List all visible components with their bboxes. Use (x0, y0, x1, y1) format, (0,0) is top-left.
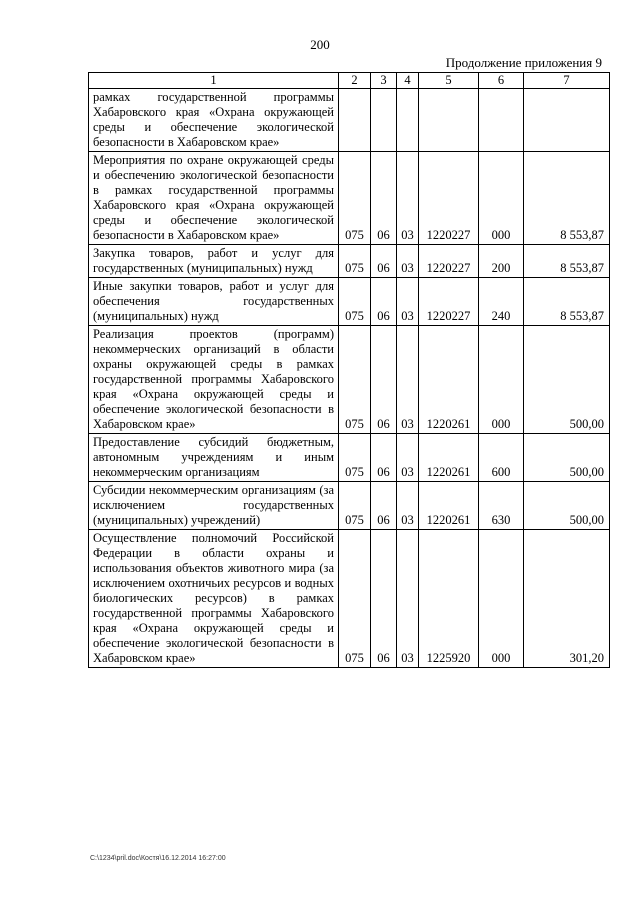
row-section: 06 (371, 278, 397, 326)
continuation-label: Продолжение приложения 9 (445, 55, 602, 70)
header-col-5: 5 (419, 73, 479, 89)
row-ministry: 075 (339, 530, 371, 668)
row-target-article: 1220227 (419, 278, 479, 326)
row-subsection (397, 89, 419, 152)
row-expense-type: 200 (479, 245, 524, 278)
row-target-article: 1220227 (419, 152, 479, 245)
row-ministry (339, 89, 371, 152)
row-amount: 8 553,87 (524, 152, 610, 245)
table-header-row (89, 73, 610, 89)
row-subsection: 03 (397, 326, 419, 434)
header-col-2: 2 (339, 73, 371, 89)
row-section: 06 (371, 152, 397, 245)
page-number: 200 (310, 37, 330, 52)
row-expense-type: 000 (479, 326, 524, 434)
row-name: Мероприятия по охране окружающей среды и обеспечению экологической безопасности в рамках государственной программы Хабаровского края «Охрана окружающей среды и обеспечение экологической безопасности в Хабаровском крае» (89, 152, 339, 245)
row-subsection: 03 (397, 278, 419, 326)
table-row (89, 278, 610, 326)
row-target-article: 1225920 (419, 530, 479, 668)
row-expense-type: 600 (479, 434, 524, 482)
row-target-article: 1220261 (419, 482, 479, 530)
row-ministry: 075 (339, 278, 371, 326)
row-expense-type (479, 89, 524, 152)
header-col-4: 4 (397, 73, 419, 89)
header-col-7: 7 (524, 73, 610, 89)
row-name: Субсидии некоммерческим организациям (за исключением государственных (муниципальных) учреждений) (89, 482, 339, 530)
table-row (89, 326, 610, 434)
row-section: 06 (371, 434, 397, 482)
row-name: Предоставление субсидий бюджетным, автономным учреждениям и иным некоммерческим организациям (89, 434, 339, 482)
row-target-article: 1220227 (419, 245, 479, 278)
row-amount: 500,00 (524, 482, 610, 530)
row-subsection: 03 (397, 434, 419, 482)
row-subsection: 03 (397, 482, 419, 530)
table-row (89, 245, 610, 278)
row-target-article: 1220261 (419, 434, 479, 482)
row-section (371, 89, 397, 152)
row-amount: 8 553,87 (524, 278, 610, 326)
row-subsection: 03 (397, 245, 419, 278)
row-name: рамках государственной программы Хабаровского края «Охрана окружающей среды и обеспечение экологической безопасности в Хабаровском крае» (89, 89, 339, 152)
row-name: Закупка товаров, работ и услуг для государственных (муниципальных) нужд (89, 245, 339, 278)
header-col-1: 1 (89, 73, 339, 89)
table-row (89, 482, 610, 530)
row-subsection: 03 (397, 152, 419, 245)
row-ministry: 075 (339, 245, 371, 278)
table-row (89, 530, 610, 668)
row-amount: 500,00 (524, 434, 610, 482)
row-expense-type: 630 (479, 482, 524, 530)
row-section: 06 (371, 530, 397, 668)
table-row (89, 152, 610, 245)
header-col-3: 3 (371, 73, 397, 89)
header-col-6: 6 (479, 73, 524, 89)
row-expense-type: 240 (479, 278, 524, 326)
row-target-article (419, 89, 479, 152)
row-expense-type: 000 (479, 152, 524, 245)
file-path-footer: C:\1234\pril.doc\Костя\16.12.2014 16:27:00 (90, 855, 226, 862)
budget-table (88, 72, 610, 668)
row-section: 06 (371, 245, 397, 278)
row-name: Осуществление полномочий Российской Федерации в области охраны и использования объектов животного мира (за исключением охотничьих ресурсов и водных биологических ресурсов) в рамках государственной программы Хабаровского края «Охрана окружающей среды и обеспечение экологической безопасности в Хабаровском крае» (89, 530, 339, 668)
row-amount (524, 89, 610, 152)
row-expense-type: 000 (479, 530, 524, 668)
row-ministry: 075 (339, 434, 371, 482)
table-row (89, 89, 610, 152)
row-section: 06 (371, 482, 397, 530)
row-amount: 8 553,87 (524, 245, 610, 278)
table-row (89, 434, 610, 482)
row-section: 06 (371, 326, 397, 434)
row-ministry: 075 (339, 152, 371, 245)
row-target-article: 1220261 (419, 326, 479, 434)
row-subsection: 03 (397, 530, 419, 668)
row-name: Реализация проектов (программ) некоммерческих организаций в области охраны окружающей среды в рамках государственной программы Хабаровского края «Охрана окружающей среды и обеспечение экологической безопасности в Хабаровском крае» (89, 326, 339, 434)
row-ministry: 075 (339, 326, 371, 434)
row-amount: 301,20 (524, 530, 610, 668)
row-name: Иные закупки товаров, работ и услуг для обеспечения государственных (муниципальных) нужд (89, 278, 339, 326)
row-ministry: 075 (339, 482, 371, 530)
row-amount: 500,00 (524, 326, 610, 434)
